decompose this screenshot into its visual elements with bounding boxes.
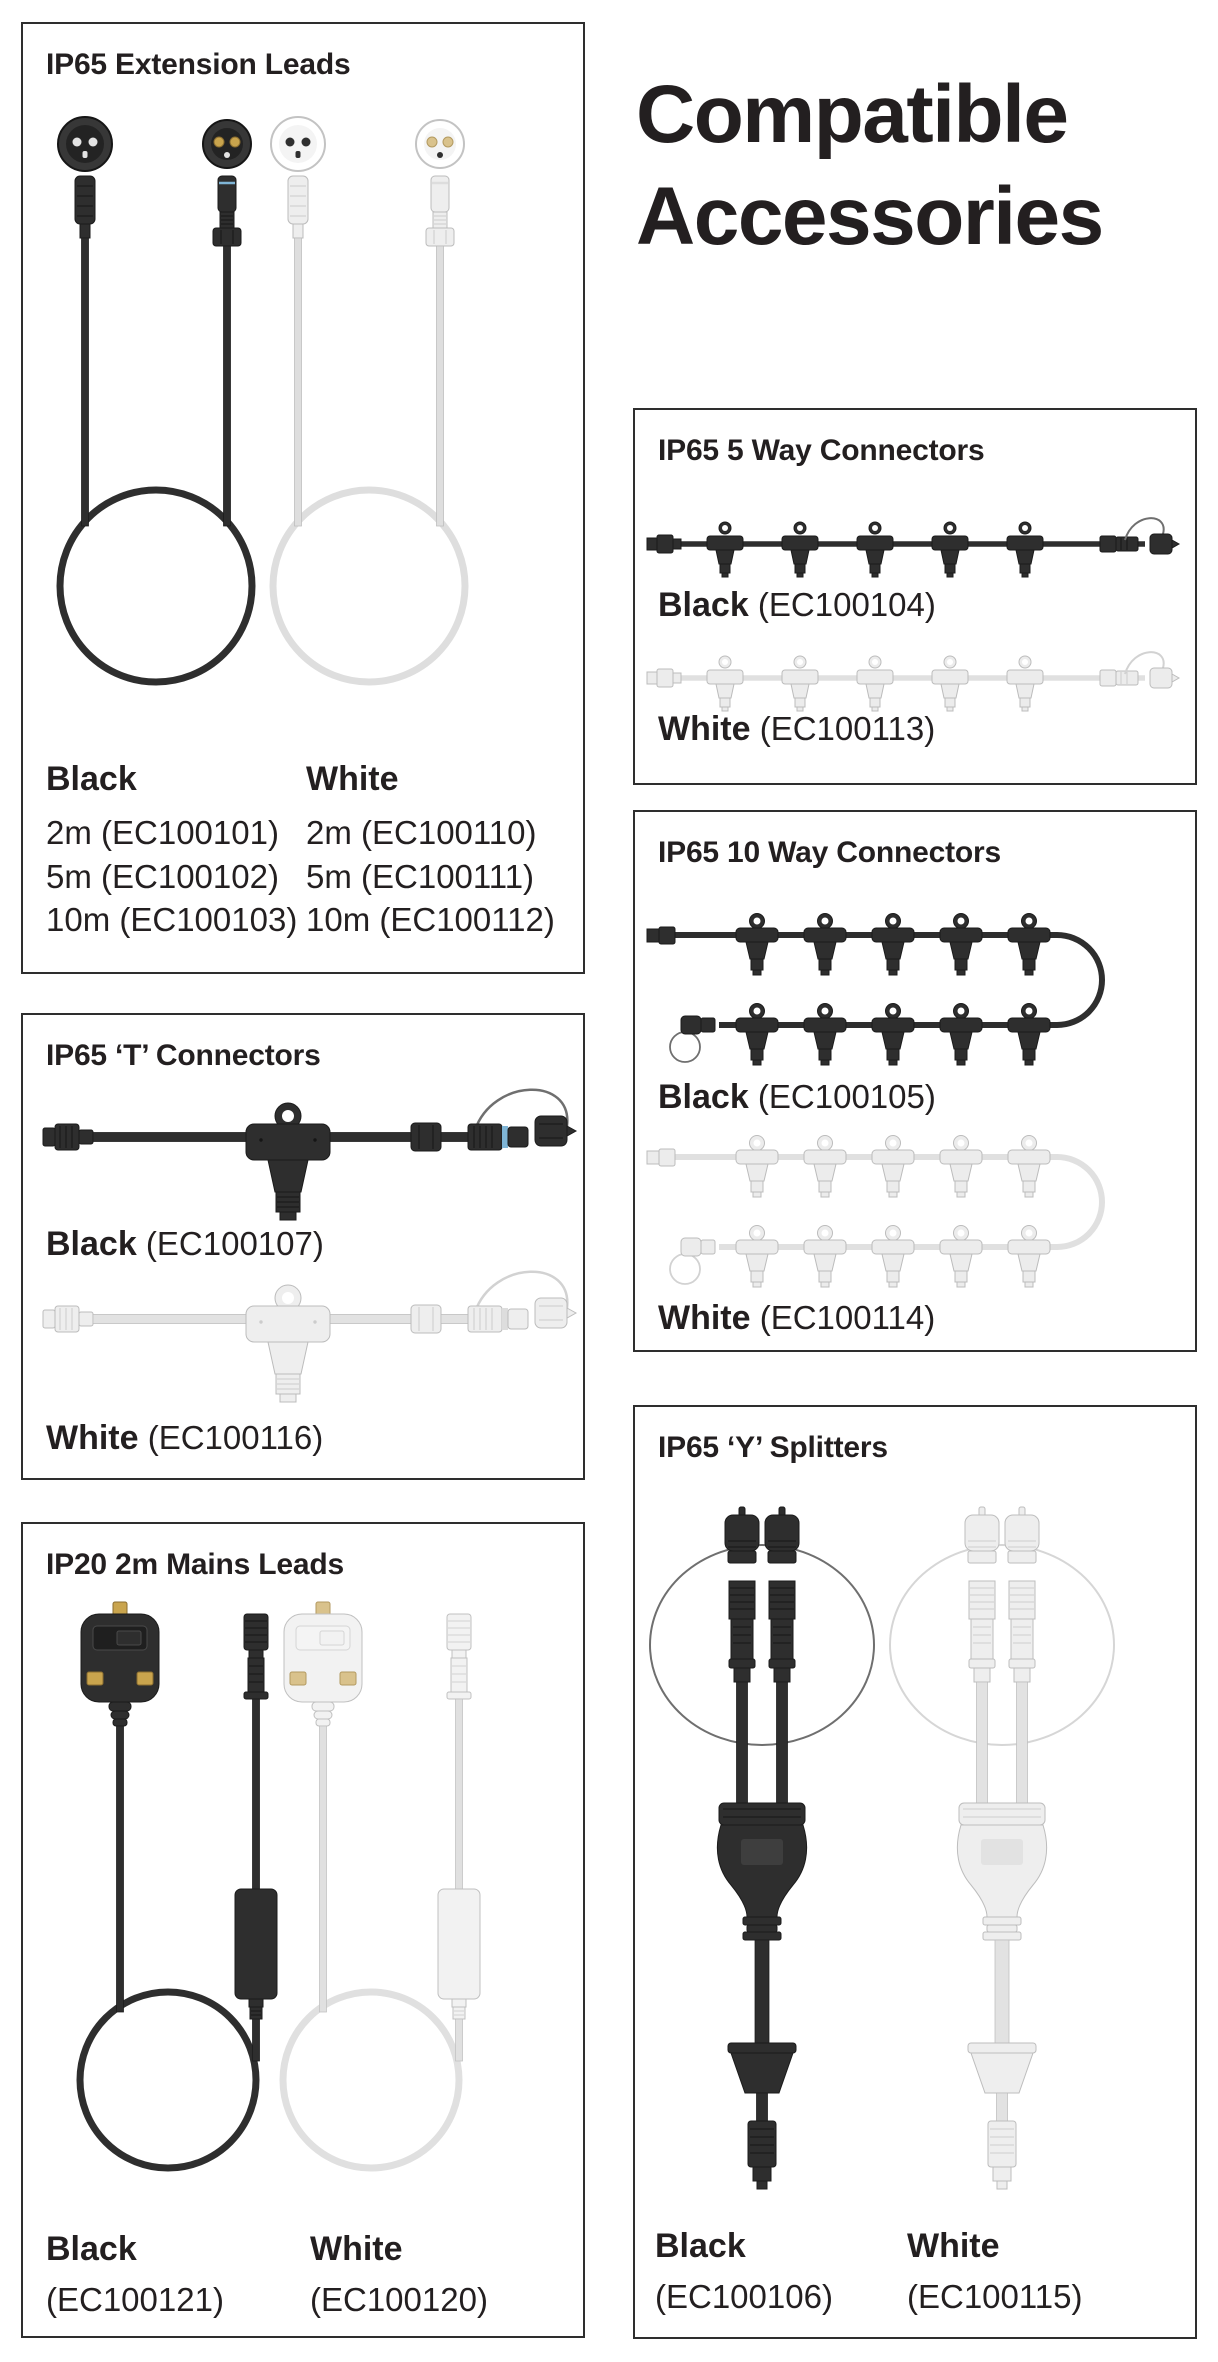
variant-color-label: White	[907, 2227, 1000, 2265]
section-title-5-way-connectors: IP65 5 Way Connectors	[658, 434, 985, 467]
section-title-mains-leads: IP20 2m Mains Leads	[46, 1548, 345, 1581]
y-splitters-illustration	[627, 1495, 1137, 2195]
y-splitter-white-label	[907, 2227, 1157, 2319]
page-title: Compatible Accessories	[636, 69, 1103, 262]
variant-color-label: Black	[46, 2230, 137, 2268]
section-y-splitters	[633, 1405, 1197, 2339]
variant-color-label: Black	[46, 1225, 137, 1263]
t-connector-white-label	[46, 1419, 323, 1458]
product-code: (EC100106)	[655, 2278, 833, 2315]
variant-color-label: White	[310, 2230, 403, 2268]
product-code: (EC100105)	[757, 1078, 936, 1115]
extension-lead-black-illustration	[58, 117, 252, 682]
section-title-y-splitters: IP65 ‘Y’ Splitters	[658, 1431, 888, 1464]
extension-lead-white-illustration	[271, 117, 465, 682]
ten-way-black-illustration	[645, 907, 1169, 1077]
product-code: 10m (EC100112)	[306, 901, 555, 939]
product-code: (EC100115)	[907, 2278, 1083, 2315]
ten-way-black-label	[658, 1078, 936, 1117]
product-code: (EC100104)	[757, 586, 936, 623]
product-code: (EC100121)	[46, 2281, 224, 2318]
section-5-way-connectors	[633, 408, 1197, 785]
product-code: (EC100113)	[759, 710, 936, 747]
t-connector-white-illustration	[43, 1272, 583, 1422]
mains-lead-white-label	[310, 2230, 560, 2322]
section-mains-leads	[21, 1522, 585, 2338]
variant-color-label: Black	[658, 1078, 749, 1116]
y-splitter-white-illustration	[890, 1507, 1114, 2189]
section-title-t-connectors: IP65 ‘T’ Connectors	[46, 1039, 321, 1072]
section-extension-leads	[21, 22, 585, 974]
five-way-black-label	[658, 586, 936, 625]
product-code: (EC100116)	[147, 1419, 324, 1456]
extension-leads-black-column	[46, 760, 306, 942]
variant-color-label: Black	[46, 760, 137, 798]
five-way-white-label	[658, 710, 935, 749]
product-code: 5m (EC100102)	[46, 857, 279, 895]
extension-leads-white-column	[306, 760, 566, 942]
mains-lead-black-illustration	[80, 1602, 277, 2168]
extension-leads-illustration	[23, 106, 587, 746]
product-code: (EC100107)	[145, 1225, 324, 1262]
mains-lead-white-illustration	[283, 1602, 480, 2168]
t-connector-black-illustration	[43, 1090, 583, 1240]
ten-way-white-illustration	[645, 1129, 1169, 1299]
variant-color-label: White	[658, 710, 751, 748]
extension-leads-variants	[46, 760, 566, 942]
product-code: (EC100120)	[310, 2281, 488, 2318]
y-splitter-black-illustration	[650, 1507, 874, 2189]
mains-leads-illustration	[23, 1602, 587, 2202]
five-way-black-illustration	[645, 514, 1185, 584]
product-code: 5m (EC100111)	[306, 857, 535, 895]
section-title-10-way-connectors: IP65 10 Way Connectors	[658, 836, 1001, 869]
t-connector-black-label	[46, 1225, 324, 1264]
product-code: 2m (EC100101)	[46, 814, 279, 851]
variant-color-label: Black	[658, 586, 749, 624]
ten-way-white-label	[658, 1299, 935, 1338]
variant-color-label: White	[306, 760, 399, 798]
mains-lead-black-label	[46, 2230, 296, 2322]
variant-color-label: White	[46, 1419, 139, 1457]
product-code: (EC100114)	[759, 1299, 936, 1336]
variant-color-label: White	[658, 1299, 751, 1337]
section-t-connectors	[21, 1013, 585, 1480]
section-10-way-connectors	[633, 810, 1197, 1352]
five-way-white-illustration	[645, 648, 1185, 718]
variant-color-label: Black	[655, 2227, 746, 2265]
y-splitter-black-label	[655, 2227, 905, 2319]
product-code: 2m (EC100110)	[306, 814, 537, 851]
product-code: 10m (EC100103)	[46, 901, 298, 939]
section-title-extension-leads: IP65 Extension Leads	[46, 48, 351, 81]
